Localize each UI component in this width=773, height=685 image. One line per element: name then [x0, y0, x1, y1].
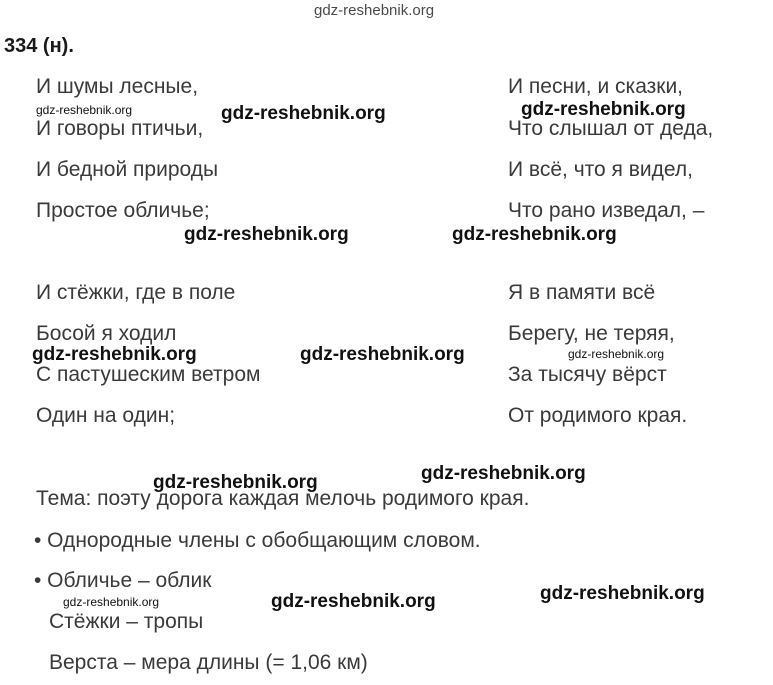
bullet-vocabulary: • Обличье – облик: [34, 569, 212, 592]
watermark: gdz-reshebnik.org: [568, 347, 665, 361]
poem-line: И всё, что я видел,: [508, 158, 693, 181]
watermark: gdz-reshebnik.org: [300, 344, 465, 365]
poem-line: С пастушеским ветром: [36, 363, 261, 386]
poem-line: Простое обличье;: [36, 199, 210, 222]
poem-line: И бедной природы: [36, 158, 219, 181]
exercise-number: 334 (н).: [4, 35, 74, 57]
watermark: gdz-reshebnik.org: [221, 103, 386, 124]
poem-line: Один на один;: [36, 404, 176, 427]
watermark: gdz-reshebnik.org: [63, 595, 160, 609]
bullet-homogeneous: • Однородные члены с обобщающим словом.: [34, 529, 481, 552]
poem-line: Что рано изведал, –: [508, 199, 705, 222]
vocabulary-line: Стёжки – тропы: [49, 610, 204, 633]
poem-line: Что слышал от деда,: [508, 117, 714, 140]
watermark: gdz-reshebnik.org: [421, 463, 586, 484]
poem-line: От родимого края.: [508, 404, 688, 427]
watermark: gdz-reshebnik.org: [153, 472, 318, 493]
watermark: gdz-reshebnik.org: [540, 583, 705, 604]
poem-line: Я в памяти всё: [508, 281, 656, 304]
watermark: gdz-reshebnik.org: [32, 344, 197, 365]
watermark: gdz-reshebnik.org: [452, 224, 617, 245]
vocabulary-line: Верста – мера длины (= 1,06 км): [49, 651, 368, 674]
watermark: gdz-reshebnik.org: [36, 103, 133, 117]
poem-line: И стёжки, где в поле: [36, 281, 236, 304]
poem-line: Берегу, не теряя,: [508, 322, 675, 345]
poem-line: И шумы лесные,: [36, 75, 199, 98]
watermark: gdz-reshebnik.org: [184, 224, 349, 245]
poem-line: За тысячу вёрст: [508, 363, 667, 386]
poem-line: Босой я ходил: [36, 322, 177, 345]
poem-line: И песни, и сказки,: [508, 75, 684, 98]
theme-line: Тема: поэту дорога каждая мелочь родимого края.: [36, 487, 530, 510]
poem-line: И говоры птичьи,: [36, 117, 204, 140]
watermark: gdz-reshebnik.org: [271, 591, 436, 612]
top-watermark: gdz-reshebnik.org: [314, 2, 435, 19]
watermark: gdz-reshebnik.org: [521, 99, 686, 120]
